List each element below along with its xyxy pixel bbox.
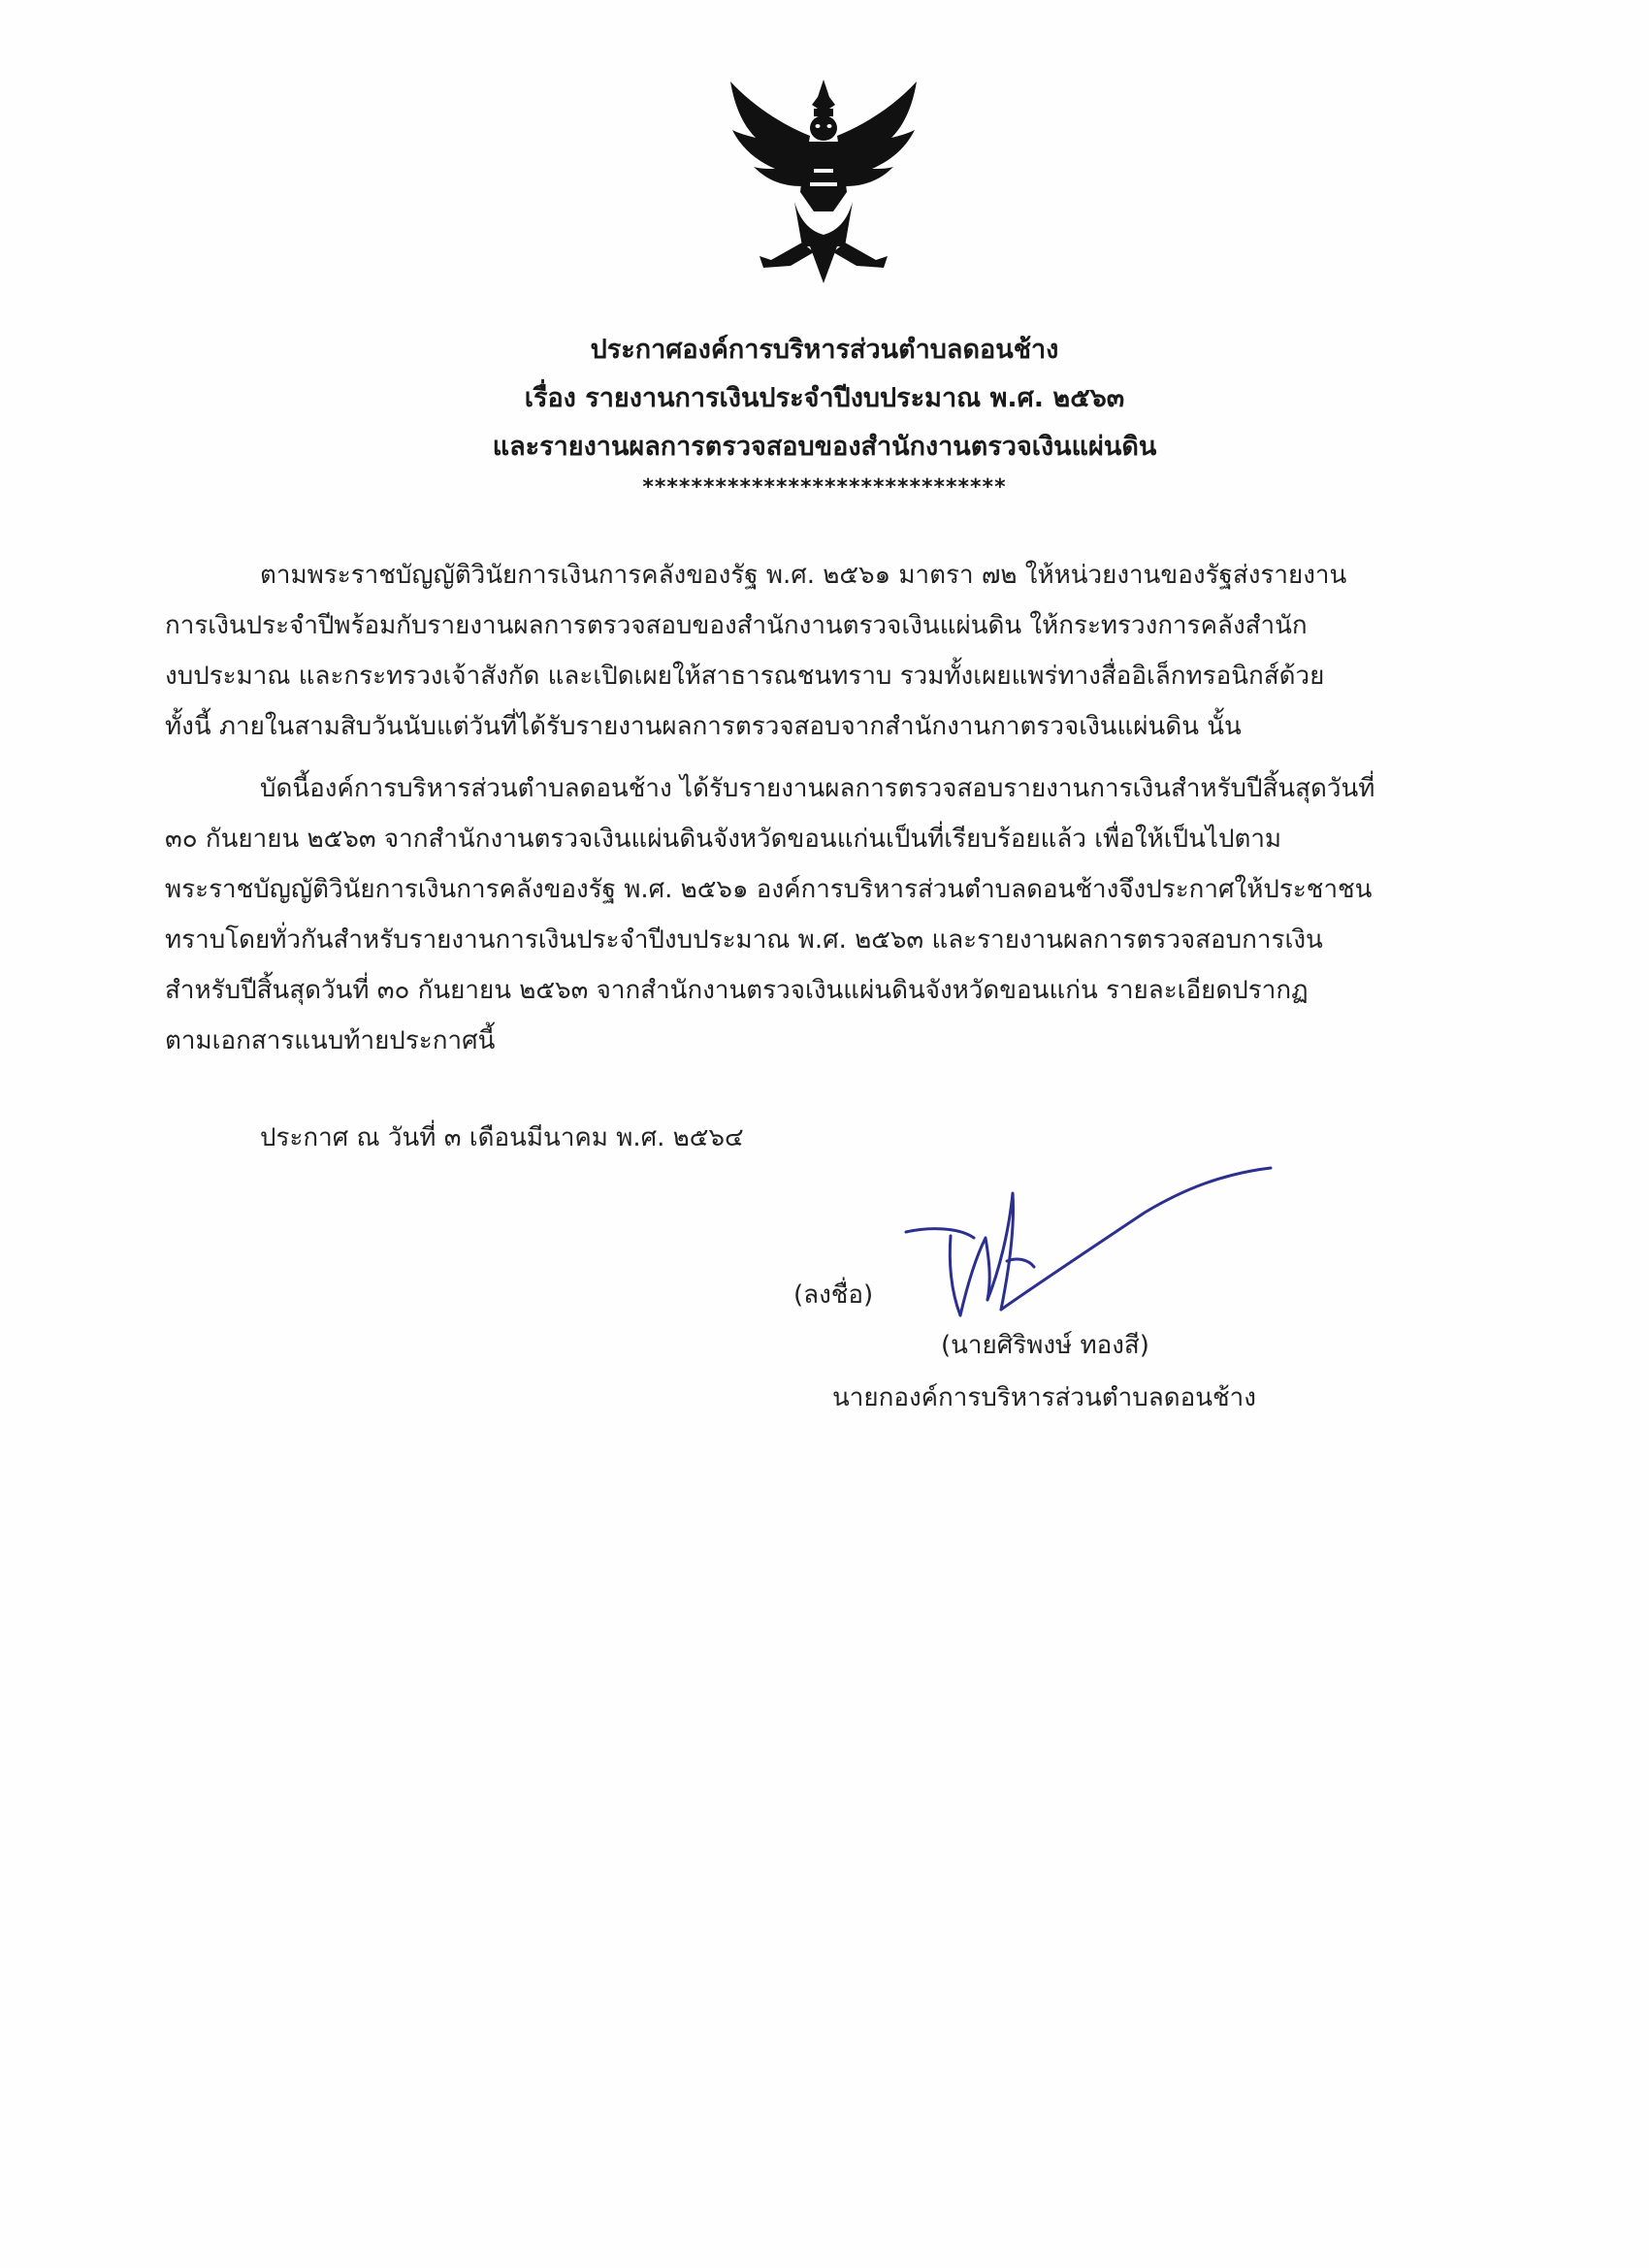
paragraph-line: สำหรับปีสิ้นสุดวันที่ ๓๐ กันยายน ๒๕๖๓ จากสำนักงานตรวจเงินแผ่นดินจังหวัดขอนแก่น รายละเอียดปรากฏ: [165, 976, 1309, 1005]
signature-label: (ลงชื่อ): [793, 1280, 874, 1310]
paragraph-line: ทราบโดยทั่วกันสำหรับรายงานการเงินประจำปีงบประมาณ พ.ศ. ๒๕๖๓ และรายงานผลการตรวจสอบการเงิน: [165, 925, 1323, 955]
paragraph-line: งบประมาณ และกระทรวงเจ้าสังกัด และเปิดเผยให้สาธารณชนทราบ รวมทั้งเผยแพร่ทางสื่ออิเล็กทรอนิกส์ด้วย: [165, 662, 1325, 691]
paragraph-line: พระราชบัญญัติวินัยการเงินการคลังของรัฐ พ.ศ. ๒๕๖๑ องค์การบริหารส่วนตำบลดอนช้างจึงประกาศให้ประชาชน: [165, 875, 1373, 904]
paragraph-line: ตามพระราชบัญญัติวินัยการเงินการคลังของรัฐ พ.ศ. ๒๕๖๑ มาตรา ๗๒ ให้หน่วยงานของรัฐส่งรายงาน: [260, 561, 1347, 590]
handwritten-signature: [892, 1145, 1300, 1339]
header-separator: ******************************: [642, 475, 1007, 500]
paragraph-line: ตามเอกสารแนบท้ายประกาศนี้: [165, 1026, 496, 1055]
paragraph-line: บัดนี้องค์การบริหารส่วนตำบลดอนช้าง ได้รับรายงานผลการตรวจสอบรายงานการเงินสำหรับปีสิ้นสุดวันที่: [260, 774, 1375, 803]
paragraph-line: ๓๐ กันยายน ๒๕๖๓ จากสำนักงานตรวจเงินแผ่นดินจังหวัดขอนแก่นเป็นที่เรียบร้อยแล้ว เพื่อให้เป็นไปตาม: [165, 825, 1282, 854]
garuda-emblem-icon: [713, 76, 934, 287]
signatory-position: นายกองค์การบริหารส่วนตำบลดอนช้าง: [832, 1383, 1256, 1412]
header-subject: เรื่อง รายงานการเงินประจำปีงบประมาณ พ.ศ. ๒๕๖๓: [524, 383, 1125, 413]
signatory-name: (นายศิริพงษ์ ทองสี): [941, 1331, 1149, 1360]
announcement-header: [291, 326, 1358, 502]
header-issuer: ประกาศองค์การบริหารส่วนตำบลดอนช้าง: [590, 335, 1059, 365]
paragraph-line: การเงินประจำปีพร้อมกับรายงานผลการตรวจสอบของสำนักงานตรวจเงินแผ่นดิน ให้กระทรวงการคลังสำนัก: [165, 611, 1308, 640]
header-subject-continued: และรายงานผลการตรวจสอบของสำนักงานตรวจเงินแผ่นดิน: [492, 432, 1157, 462]
announcement-date: ประกาศ ณ วันที่ ๓ เดือนมีนาคม พ.ศ. ๒๕๖๔: [260, 1123, 744, 1152]
paragraph-line: ทั้งนี้ ภายในสามสิบวันนับแต่วันที่ได้รับรายงานผลการตรวจสอบจากสำนักงานกาตรวจเงินแผ่นดิน นั้น: [165, 712, 1242, 741]
